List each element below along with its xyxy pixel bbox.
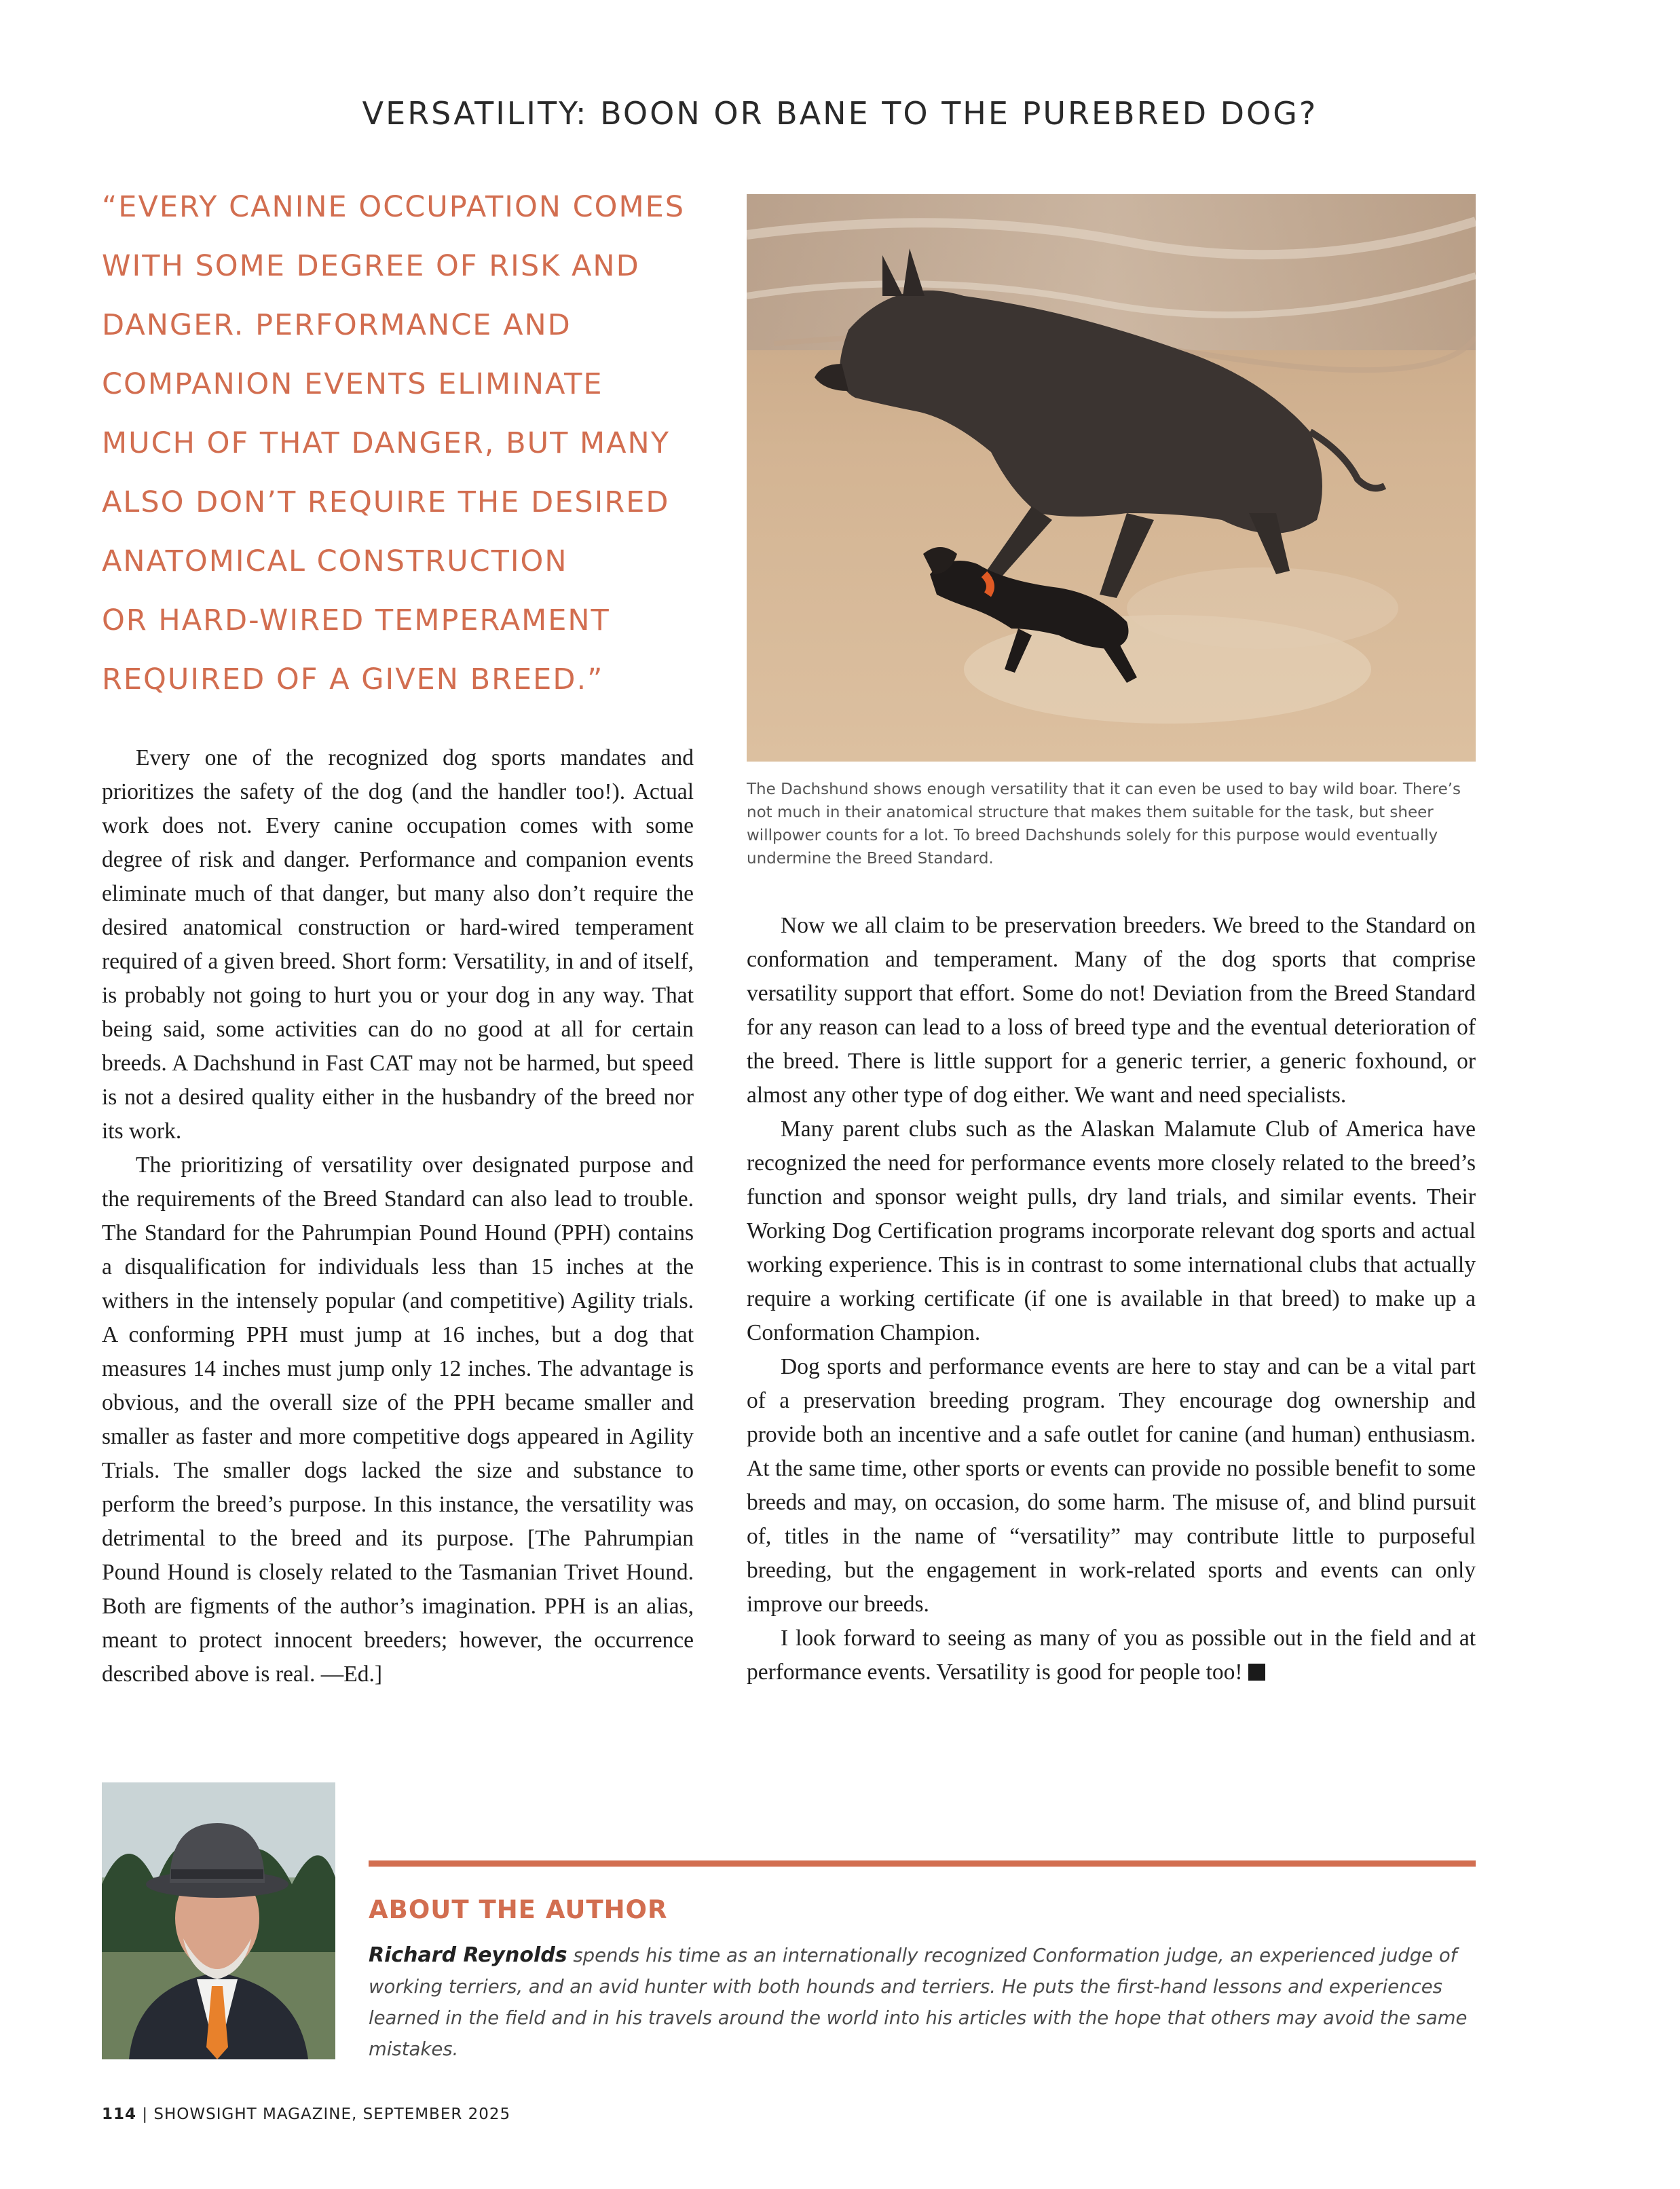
article-column-left [102,741,694,1691]
article-paragraph: Every one of the recognized dog sports mandates and prioritizes the safety of the dog (and the handler too!). Actual work does not. Every canine occupation comes with some degree of risk and danger. Performance and companion events eliminate much of that danger, but many also don’t require the desired anatomical construction or hard-wired temperament required of a given breed. Short form: Versatility, in and of itself, is probably not going to hurt you or your dog in any way. That being said, some activities can do no good at all for certain breeds. A Dachshund in Fast CAT may not be harmed, but speed is not a desired quality either in the husbandry of the breed nor its work. [102,745,694,1144]
boar-dachshund-photo [747,194,1476,762]
article-column-right [747,909,1476,1689]
article-paragraph: The prioritizing of versatility over designated purpose and the requirements of the Breed Standard can also lead to trouble. The Standard for the Pahrumpian Pound Hound (PPH) contains a disqualification for individuals less than 15 inches at the withers in the intensely popular (and competitive) Agility trials. A conforming PPH must jump at 16 inches, but a dog that measures 14 inches must jump only 12 inches. The advantage is obvious, and the overall size of the PPH became smaller and smaller as faster and more competitive dogs appeared in Agility Trials. The smaller dogs lacked the size and substance to perform the breed’s purpose. In this instance, the versatility was detrimental to the breed and its purpose. [The Pahrumpian Pound Hound is closely related to the Tasmanian Trivet Hound. Both are figments of the author’s imagination. PPH is an alias, meant to protect innocent breeders; however, the occurrence described above is real. —Ed.] [102,1153,694,1687]
author-photo [102,1782,335,2059]
page-footer [102,2106,510,2123]
author-name: Richard Reynolds [369,1943,567,1967]
page-number: 114 [102,2106,137,2123]
article-paragraph: Now we all claim to be preservation breeders. We breed to the Standard on conformation and temperament. Many of the dog sports that comprise versatility support that effort. Some do not! Deviation from the Breed Standard for any reason can lead to a loss of breed type and the eventual deterioration of the breed. There is little support for a generic terrier, a generic foxhound, or almost any other type of dog either. We want and need specialists. [747,913,1476,1108]
about-author-heading: ABOUT THE AUTHOR [369,1895,668,1924]
author-portrait-illustration [102,1782,335,2059]
article-closing-paragraph [747,1622,1476,1689]
pull-quote-line: WITH SOME DEGREE OF RISK AND [102,249,640,283]
pull-quote-line: OR HARD-WIRED TEMPERAMENT [102,603,610,637]
pull-quote-line: REQUIRED OF A GIVEN BREED.” [102,662,604,696]
closing-text: I look forward to seeing as many of you as possible out in the field and at performance events. Versatility is good for people too! [747,1626,1476,1685]
author-section-divider [369,1860,1476,1867]
pull-quote-line: “EVERY CANINE OCCUPATION COMES [102,190,686,224]
publication-name: SHOWSIGHT MAGAZINE, SEPTEMBER 2025 [153,2106,511,2123]
author-bio-text: spends his time as an internationally recognized Conformation judge, an experienced judge of working terriers, and an avid hunter with both hounds and terriers. He puts the first-hand lessons and experiences learned in the field and in his travels around the world into his articles with the hope that others may avoid the same mistakes. [369,1945,1468,2060]
article-paragraph: Dog sports and performance events are here to stay and can be a vital part of a preservation breeding program. They encourage dog ownership and provide both an incentive and a safe outlet for canine (and human) enthusiasm. At the same time, other sports or events can provide no possible benefit to some breeds and may, on occasion, do some harm. The misuse of, and blind pursuit of, titles in the name of “versatility” may contribute little to purposeful breeding, but the engagement in work-related sports and events can only improve our breeds. [747,1354,1476,1617]
pull-quote-line: COMPANION EVENTS ELIMINATE [102,367,603,401]
end-of-article-square-icon [1248,1664,1265,1681]
pull-quote-line: ANATOMICAL CONSTRUCTION [102,544,568,578]
photo-caption: The Dachshund shows enough versatility that it can even be used to bay wild boar. There’s not much in their anatomical structure that makes them suitable for the task, but sheer willpower counts for a lot. To breed Dachshunds solely for this purpose would eventually undermine the Breed Standard. [747,781,1461,867]
footer-separator: | [136,2106,154,2123]
pull-quote-line: ALSO DON’T REQUIRE THE DESIRED [102,485,670,519]
pull-quote [102,178,740,709]
author-bio [369,1940,1476,2065]
article-paragraph: Many parent clubs such as the Alaskan Malamute Club of America have recognized the need for performance events more closely related to the breed’s function and sponsor weight pulls, dry land trials, and similar events. Their Working Dog Certification programs incorporate relevant dog sports and actual working experience. This is in contrast to some international clubs that actually require a working certificate (if one is available in that breed) to make up a Conformation Champion. [747,1117,1476,1345]
page-header-title: VERSATILITY: BOON OR BANE TO THE PUREBRED DOG? [362,95,1318,132]
pull-quote-line: DANGER. PERFORMANCE AND [102,308,572,342]
boar-dachshund-illustration [747,194,1476,762]
pull-quote-line: MUCH OF THAT DANGER, BUT MANY [102,426,670,460]
